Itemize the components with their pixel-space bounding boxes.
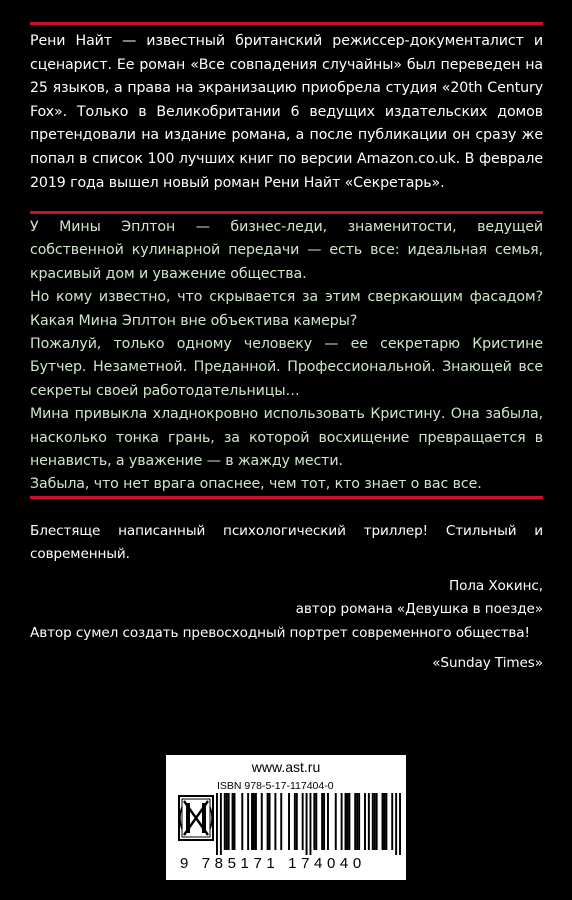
barcode-bar (385, 793, 387, 850)
blurb-paragraph: Забыла, что нет врага опаснее, чем тот, кто знает о вас все. (30, 476, 482, 493)
barcode-image (216, 793, 401, 855)
barcode-bar (220, 793, 222, 855)
author-bio: Рени Найт — известный британский режиссер-документалист и сценарист. Ее роман «Все совпадения случайны» был переведен на 25 языков, а права на экранизацию приобрела студия «20th Century Fox». Только в Великобритании 6 ведущих издательских домов претендовали на издание романа, а после публикации он сразу же попал в список 100 лучших книг по версии Amazon.co.uk. В феврале 2019 года вышел новый роман Рени Найт «Секретарь». (30, 33, 543, 191)
review-source: «Sunday Times» (432, 654, 543, 671)
barcode-bar (368, 793, 370, 850)
barcode-bar (306, 793, 308, 855)
barcode-bar (372, 793, 374, 850)
barcode-bar (315, 793, 317, 850)
barcode-bar (399, 793, 401, 855)
middle-rule (30, 211, 543, 214)
barcode-bar (294, 793, 296, 850)
barcode-bar (382, 793, 384, 850)
barcode-bar (296, 793, 298, 850)
barcode-bar (348, 793, 350, 850)
barcode-bar (323, 793, 325, 850)
barcode-bar (253, 793, 255, 850)
barcode-bar (346, 793, 348, 850)
barcode-bar (216, 793, 218, 855)
barcode-bar (341, 793, 343, 850)
blurb-paragraph: Но кому известно, что скрывается за этим сверкающим фасадом? Какая Мина Эплтон вне объектива камеры? (30, 289, 543, 329)
barcode-digits: 9 785171 174040 (180, 855, 366, 872)
isbn-label: ISBN 978-5-17-117404-0 (217, 780, 334, 792)
blurb-paragraph: Мина привыкла хладнокровно использовать Кристину. Она забыла, насколько тонка грань, за которой восхищение превращается в ненависть, а уважение — в жажду мести. (30, 406, 543, 470)
barcode-bar (269, 793, 271, 850)
barcode-bar (280, 793, 282, 850)
blurb-paragraph: У Мины Эплтон — бизнес-леди, знаменитости, ведущей собственной кулинарной передачи — есть все: идеальная семья, красивый дом и уважение общества. (30, 219, 543, 282)
publisher-website: www.ast.ru (251, 759, 321, 775)
barcode-bar (274, 793, 276, 850)
top-rule (30, 22, 543, 25)
barcode-bar (391, 793, 393, 850)
barcode-bar (241, 793, 243, 850)
barcode-bar (261, 793, 263, 850)
barcode-panel (166, 755, 406, 880)
barcode-bar (364, 793, 366, 850)
bottom-rule (30, 496, 543, 499)
barcode-bar (302, 793, 304, 850)
barcode-bar (247, 793, 249, 850)
review-source: автор романа «Девушка в поезде» (295, 600, 543, 617)
barcode-bar (255, 793, 257, 850)
barcode-bar (395, 793, 397, 855)
blurb-paragraph: Пожалуй, только одному человеку — ее секретарю Кристине Бутчер. Незаметной. Преданной. Профессиональной. Знающей все секреты своей работодательницы… (30, 336, 543, 399)
barcode-bar (358, 793, 360, 850)
review-sunday-times (30, 622, 543, 674)
publisher-logo-icon (178, 795, 214, 841)
barcode-bar (313, 793, 315, 850)
barcode-bar (224, 793, 226, 850)
review-quote: Блестяще написанный психологический триллер! Стильный и современный. (30, 523, 543, 562)
barcode-bar (345, 793, 347, 850)
barcode-bar (327, 793, 329, 850)
barcode-bar (376, 793, 378, 850)
barcode-bar (232, 793, 234, 850)
barcode-bar (288, 793, 290, 850)
barcode-bar (251, 793, 253, 850)
barcode-bar (374, 793, 376, 850)
barcode-bar (228, 793, 230, 850)
barcode-bar (309, 793, 311, 855)
barcode-bar (335, 793, 337, 850)
barcode-bar (267, 793, 269, 850)
barcode-bar (354, 793, 356, 850)
barcode-bar (234, 793, 236, 850)
review-quote: Автор сумел создать превосходный портрет современного общества! (30, 625, 530, 641)
barcode-bar (356, 793, 358, 850)
review-author: Пола Хокинс, (448, 578, 543, 594)
review-hawkins (30, 520, 543, 620)
book-blurb (30, 216, 543, 497)
barcode-bar (226, 793, 228, 850)
barcode-bar (321, 793, 323, 850)
barcode-bar (383, 793, 385, 850)
